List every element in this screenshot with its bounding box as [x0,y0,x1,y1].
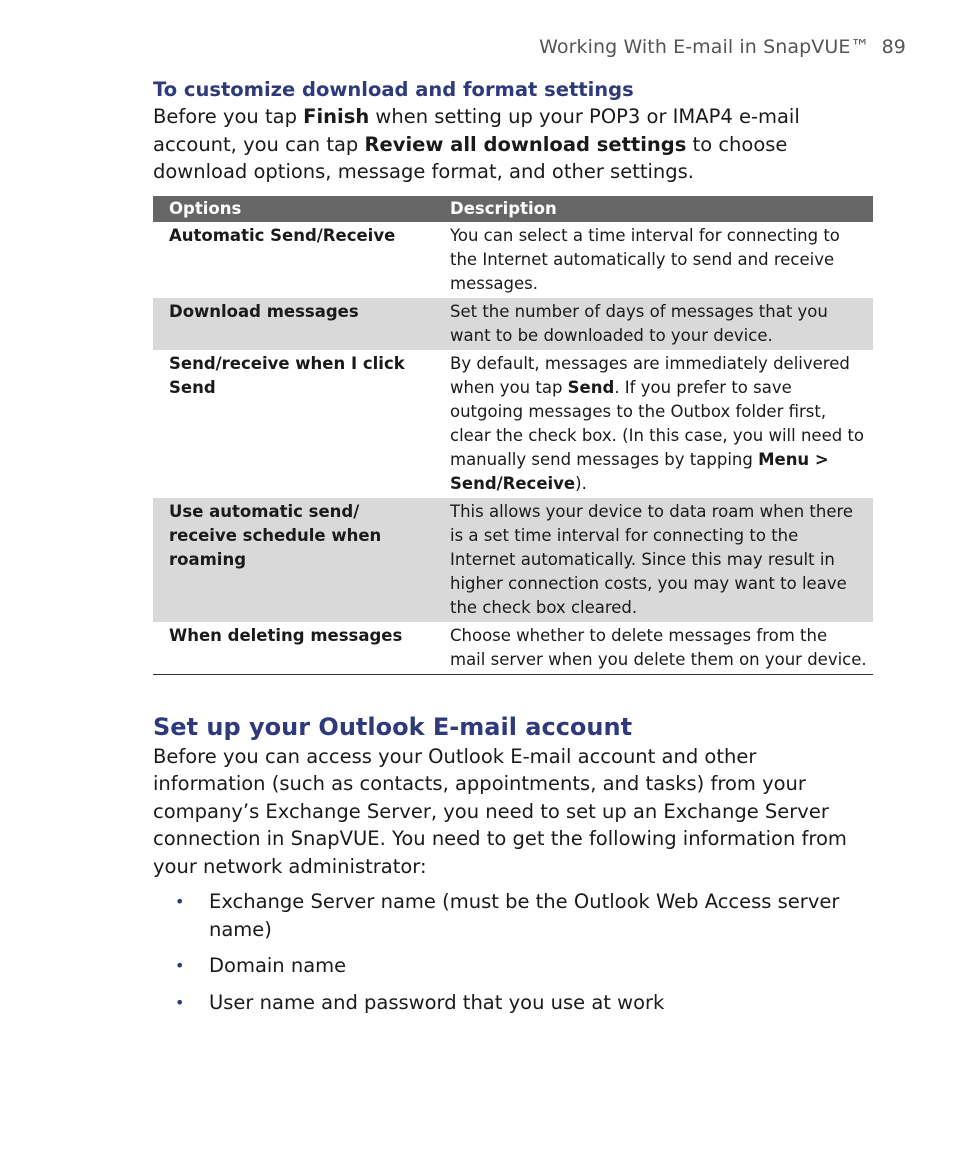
description-cell [434,350,873,498]
section-heading: Set up your Outlook E-mail account [153,712,633,741]
description-column-header: Description [434,196,873,222]
description-cell: Set the number of days of messages that you want to be downloaded to your device. [434,298,873,350]
options-column-header: Options [153,196,434,222]
table-row [153,622,873,675]
finish-term: Finish [303,105,370,128]
table-header-row [153,196,873,222]
review-settings-term: Review all download settings [364,132,687,156]
intro-text-1: Before you tap [153,105,304,128]
settings-table [153,196,873,675]
list-item-text: Exchange Server name (must be the Outlook Web Access server name) [209,890,840,941]
option-cell: Automatic Send/Receive [169,225,396,245]
bullet-icon: • [175,892,185,911]
intro-paragraph [153,103,873,186]
description-text-1: By default, messages are immediately delivered when you tap [450,353,850,397]
description-cell: This allows your device to data roam when there is a set time interval for connecting to the Internet automatically. Since this may result in higher connection costs, you may want to leave the check box cleared. [434,498,873,622]
table-row [153,350,873,498]
list-item-text: Domain name [209,954,347,977]
description-text-2: . If you prefer to save outgoing messages to the Outbox folder first, clear the check box. (In this case, you will need to manually send messages by tapping [450,377,865,469]
send-term: Send [567,377,615,397]
menu-send-receive-term: Menu > Send/Receive [450,449,829,493]
table-row [153,498,873,622]
option-cell: Download messages [153,298,434,350]
list-item [153,952,873,980]
list-item [153,989,873,1017]
page-content [153,76,873,1025]
requirements-list [153,888,873,1016]
option-cell: Use automatic send/ receive schedule when roaming [153,498,434,622]
table-row [153,298,873,350]
section-subheading: To customize download and format settings [153,78,634,101]
bullet-icon: • [175,956,185,975]
intro-text-3: to choose download options, message format, and other settings. [153,132,788,183]
list-item-text: User name and password that you use at work [209,990,665,1014]
table-row [153,222,873,298]
description-text-3: ). [575,473,587,493]
chapter-title: Working With E-mail in SnapVUE™ [539,36,870,58]
list-item [153,888,873,943]
option-cell: When deleting messages [169,625,403,645]
page-number: 89 [881,36,906,58]
option-cell: Send/receive when I click Send [169,353,405,397]
bullet-icon: • [175,992,185,1012]
running-header [539,36,906,58]
description-cell: You can select a time interval for connecting to the Internet automatically to send and receive messages. [450,225,840,293]
description-cell: Choose whether to delete messages from the mail server when you delete them on your device. [450,625,867,669]
intro-text-2: when setting up your POP3 or IMAP4 e-mail account, you can tap [153,105,800,156]
body-paragraph: Before you can access your Outlook E-mail account and other information (such as contacts, appointments, and tasks) from your company’s Exchange Server, you need to set up an Exchange Server connection in SnapVUE. You need to get the following information from your network administrator: [153,744,847,878]
